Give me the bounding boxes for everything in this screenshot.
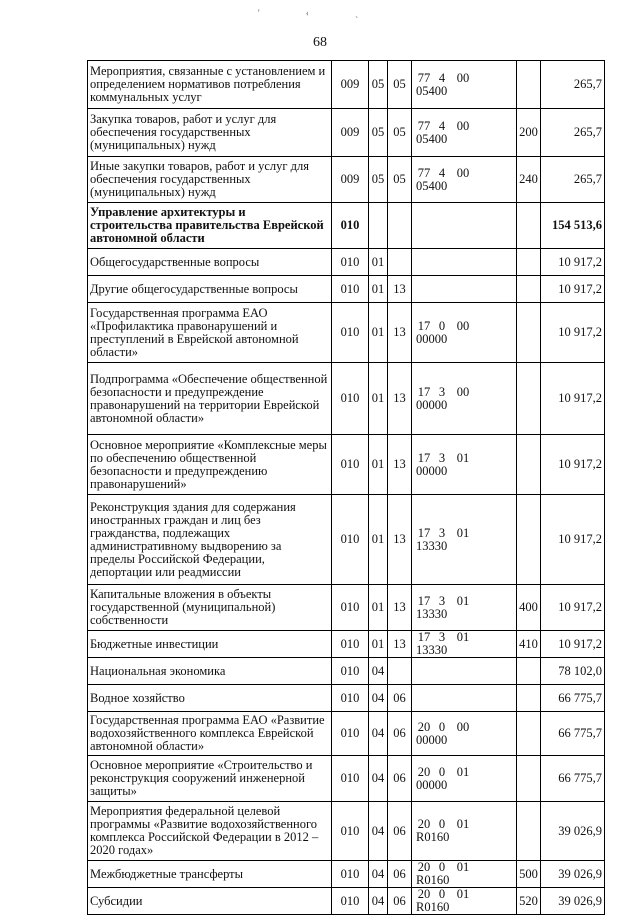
row-target-article	[412, 658, 517, 685]
target-article-part: 4	[438, 118, 446, 133]
target-article-part: 3	[438, 525, 446, 540]
row-target-article	[412, 203, 517, 249]
row-amount: 10 917,2	[541, 303, 605, 363]
row-amount: 66 775,7	[541, 756, 605, 802]
row-subsection: 05	[388, 61, 412, 109]
table-row	[88, 363, 605, 435]
row-grbs: 010	[332, 303, 369, 363]
row-subsection: 05	[388, 157, 412, 203]
row-grbs: 010	[332, 802, 369, 861]
target-article-part: 01	[456, 593, 470, 608]
target-article-part: 77	[417, 70, 431, 85]
row-section: 01	[369, 276, 388, 303]
row-section: 01	[369, 303, 388, 363]
row-target-article	[412, 303, 517, 363]
target-article-part: 05400	[416, 83, 448, 98]
row-grbs: 010	[332, 435, 369, 495]
row-amount: 10 917,2	[541, 435, 605, 495]
table-row	[88, 861, 605, 888]
row-target-article	[412, 861, 517, 888]
row-target-article	[412, 585, 517, 631]
table-row	[88, 203, 605, 249]
target-article-part: 01	[456, 860, 470, 874]
row-target-article	[412, 363, 517, 435]
row-subsection: 06	[388, 756, 412, 802]
table-row	[88, 249, 605, 276]
row-name: Основное мероприятие «Строительство и реконструкция сооружений инженерной защиты»	[88, 756, 332, 802]
row-expense-type	[517, 61, 541, 109]
row-subsection: 13	[388, 276, 412, 303]
row-section: 04	[369, 861, 388, 888]
row-expense-type	[517, 276, 541, 303]
row-name: Национальная экономика	[88, 658, 332, 685]
row-target-article	[412, 712, 517, 756]
row-name: Субсидии	[88, 888, 332, 915]
target-article-part: R0160	[416, 873, 450, 887]
target-article-part: 17	[417, 450, 431, 465]
row-section: 04	[369, 888, 388, 915]
row-expense-type	[517, 203, 541, 249]
row-subsection	[388, 658, 412, 685]
row-target-article	[412, 61, 517, 109]
row-amount: 10 917,2	[541, 249, 605, 276]
row-grbs: 010	[332, 756, 369, 802]
target-article-part: 00	[456, 165, 470, 180]
row-name: Государственная программа ЕАО «Развитие водохозяйственного комплекса Еврейской автономной области»	[88, 712, 332, 756]
target-article-part: 3	[438, 630, 446, 644]
target-article-part: 17	[417, 593, 431, 608]
target-article-part: 4	[438, 165, 446, 180]
row-section: 05	[369, 61, 388, 109]
row-amount: 10 917,2	[541, 631, 605, 658]
row-subsection: 06	[388, 861, 412, 888]
row-expense-type: 410	[517, 631, 541, 658]
target-article-part: 05400	[416, 178, 448, 193]
target-article-part: 00000	[416, 331, 448, 346]
table-row	[88, 157, 605, 203]
row-name: Государственная программа ЕАО «Профилактика правонарушений и преступлений в Еврейской автономной области»	[88, 303, 332, 363]
row-name: Мероприятия, связанные с установлением и определением нормативов потребления коммунальных услуг	[88, 61, 332, 109]
target-article-part: R0160	[416, 900, 450, 914]
row-subsection: 13	[388, 435, 412, 495]
target-article-part: 00000	[416, 777, 448, 792]
row-grbs: 010	[332, 495, 369, 585]
target-article-part: 4	[438, 70, 446, 85]
row-name: Бюджетные инвестиции	[88, 631, 332, 658]
row-expense-type	[517, 435, 541, 495]
target-article-part: 01	[456, 630, 470, 644]
row-amount: 265,7	[541, 109, 605, 157]
row-name: Мероприятия федеральной целевой программы «Развитие водохозяйственного комплекса Российской Федерации в 2012 – 2020 годах»	[88, 802, 332, 861]
row-target-article	[412, 685, 517, 712]
target-article-part: 0	[438, 860, 446, 874]
budget-table	[87, 60, 605, 915]
row-grbs: 010	[332, 363, 369, 435]
target-article-part: 00	[456, 118, 470, 133]
row-section	[369, 203, 388, 249]
target-article-part: 00000	[416, 397, 448, 412]
target-article-part: 20	[417, 817, 431, 831]
table-row	[88, 685, 605, 712]
row-target-article	[412, 157, 517, 203]
row-grbs: 010	[332, 712, 369, 756]
table-row	[88, 61, 605, 109]
row-amount: 10 917,2	[541, 495, 605, 585]
target-article-part: 20	[417, 860, 431, 874]
target-article-part: 17	[417, 630, 431, 644]
row-name: Водное хозяйство	[88, 685, 332, 712]
row-target-article	[412, 249, 517, 276]
target-article-part: 77	[417, 165, 431, 180]
row-grbs: 010	[332, 685, 369, 712]
row-amount: 66 775,7	[541, 685, 605, 712]
row-target-article	[412, 631, 517, 658]
target-article-part: 00000	[416, 463, 448, 478]
row-grbs: 009	[332, 109, 369, 157]
row-name: Иные закупки товаров, работ и услуг для обеспечения государственных (муниципальных) нужд	[88, 157, 332, 203]
row-expense-type: 200	[517, 109, 541, 157]
row-section: 04	[369, 802, 388, 861]
row-target-article	[412, 109, 517, 157]
row-target-article	[412, 802, 517, 861]
row-amount: 66 775,7	[541, 712, 605, 756]
row-section: 01	[369, 631, 388, 658]
row-subsection	[388, 203, 412, 249]
target-article-part: 20	[417, 719, 431, 734]
target-article-part: 20	[417, 887, 431, 901]
row-expense-type	[517, 249, 541, 276]
row-section: 01	[369, 495, 388, 585]
target-article-part: 20	[417, 764, 431, 779]
row-target-article	[412, 435, 517, 495]
table-row	[88, 495, 605, 585]
row-section: 01	[369, 585, 388, 631]
target-article-part: 00	[456, 70, 470, 85]
table-row	[88, 303, 605, 363]
target-article-part: 01	[456, 450, 470, 465]
target-article-part: 01	[456, 887, 470, 901]
row-amount: 39 026,9	[541, 888, 605, 915]
row-amount: 39 026,9	[541, 861, 605, 888]
target-article-part: 17	[417, 525, 431, 540]
row-subsection: 06	[388, 888, 412, 915]
row-expense-type	[517, 756, 541, 802]
table-row	[88, 631, 605, 658]
table-row	[88, 802, 605, 861]
row-grbs: 010	[332, 658, 369, 685]
row-subsection: 13	[388, 585, 412, 631]
row-amount: 39 026,9	[541, 802, 605, 861]
row-section: 01	[369, 435, 388, 495]
row-section: 04	[369, 685, 388, 712]
table-row	[88, 276, 605, 303]
row-expense-type	[517, 303, 541, 363]
row-section: 05	[369, 157, 388, 203]
target-article-part: 0	[438, 887, 446, 901]
target-article-part: 01	[456, 525, 470, 540]
page-number: 68	[313, 35, 327, 50]
row-subsection: 06	[388, 685, 412, 712]
table-row	[88, 888, 605, 915]
row-grbs: 010	[332, 249, 369, 276]
target-article-part: R0160	[416, 830, 450, 844]
target-article-part: 01	[456, 817, 470, 831]
row-target-article	[412, 276, 517, 303]
row-amount: 10 917,2	[541, 363, 605, 435]
row-grbs: 009	[332, 157, 369, 203]
row-grbs: 010	[332, 861, 369, 888]
row-subsection: 13	[388, 363, 412, 435]
target-article-part: 3	[438, 450, 446, 465]
row-section: 01	[369, 363, 388, 435]
row-grbs: 009	[332, 61, 369, 109]
target-article-part: 01	[456, 764, 470, 779]
target-article-part: 17	[417, 318, 431, 333]
row-section: 04	[369, 658, 388, 685]
row-target-article	[412, 756, 517, 802]
row-subsection: 13	[388, 303, 412, 363]
row-subsection: 13	[388, 495, 412, 585]
row-name: Общегосударственные вопросы	[88, 249, 332, 276]
target-article-part: 17	[417, 384, 431, 399]
row-grbs: 010	[332, 276, 369, 303]
row-grbs: 010	[332, 888, 369, 915]
target-article-part: 0	[438, 817, 446, 831]
row-name: Управление архитектуры и строительства правительства Еврейской автономной области	[88, 203, 332, 249]
target-article-part: 0	[438, 318, 446, 333]
row-expense-type: 500	[517, 861, 541, 888]
table-row	[88, 109, 605, 157]
target-article-part: 13330	[416, 606, 448, 621]
row-amount: 154 513,6	[541, 203, 605, 249]
row-target-article	[412, 888, 517, 915]
row-name: Другие общегосударственные вопросы	[88, 276, 332, 303]
row-amount: 10 917,2	[541, 585, 605, 631]
row-amount: 10 917,2	[541, 276, 605, 303]
target-article-part: 0	[438, 764, 446, 779]
row-amount: 78 102,0	[541, 658, 605, 685]
target-article-part: 3	[438, 384, 446, 399]
row-grbs: 010	[332, 631, 369, 658]
row-expense-type: 520	[517, 888, 541, 915]
row-amount: 265,7	[541, 61, 605, 109]
row-amount: 265,7	[541, 157, 605, 203]
row-name: Основное мероприятие «Комплексные меры по обеспечению общественной безопасности и предупреждению правонарушений»	[88, 435, 332, 495]
target-article-part: 13330	[416, 538, 448, 553]
target-article-part: 77	[417, 118, 431, 133]
row-name: Подпрограмма «Обеспечение общественной безопасности и предупреждение правонарушений на территории Еврейской автономной области»	[88, 363, 332, 435]
row-expense-type	[517, 802, 541, 861]
row-subsection: 06	[388, 802, 412, 861]
table-row	[88, 756, 605, 802]
row-section: 05	[369, 109, 388, 157]
target-article-part: 00	[456, 719, 470, 734]
row-subsection: 06	[388, 712, 412, 756]
target-article-part: 0	[438, 719, 446, 734]
row-expense-type	[517, 712, 541, 756]
row-subsection: 13	[388, 631, 412, 658]
row-expense-type: 240	[517, 157, 541, 203]
target-article-part: 00000	[416, 732, 448, 747]
row-section: 01	[369, 249, 388, 276]
row-expense-type	[517, 495, 541, 585]
row-expense-type: 400	[517, 585, 541, 631]
row-section: 04	[369, 712, 388, 756]
row-grbs: 010	[332, 585, 369, 631]
target-article-part: 00	[456, 318, 470, 333]
target-article-part: 05400	[416, 131, 448, 146]
row-subsection	[388, 249, 412, 276]
table-row	[88, 712, 605, 756]
table-row	[88, 585, 605, 631]
target-article-part: 13330	[416, 643, 448, 657]
table-row	[88, 435, 605, 495]
scan-marks: ' ‹ ˎ	[258, 8, 381, 18]
row-expense-type	[517, 685, 541, 712]
row-name: Закупка товаров, работ и услуг для обеспечения государственных (муниципальных) нужд	[88, 109, 332, 157]
row-name: Межбюджетные трансферты	[88, 861, 332, 888]
row-subsection: 05	[388, 109, 412, 157]
table-row	[88, 658, 605, 685]
row-expense-type	[517, 363, 541, 435]
row-name: Реконструкция здания для содержания иностранных граждан и лиц без гражданства, подлежащих административному выдворению за пределы Российской Федерации, депортации или реадмиссии	[88, 495, 332, 585]
row-grbs: 010	[332, 203, 369, 249]
row-expense-type	[517, 658, 541, 685]
row-section: 04	[369, 756, 388, 802]
row-name: Капитальные вложения в объекты государственной (муниципальной) собственности	[88, 585, 332, 631]
row-target-article	[412, 495, 517, 585]
target-article-part: 00	[456, 384, 470, 399]
target-article-part: 3	[438, 593, 446, 608]
